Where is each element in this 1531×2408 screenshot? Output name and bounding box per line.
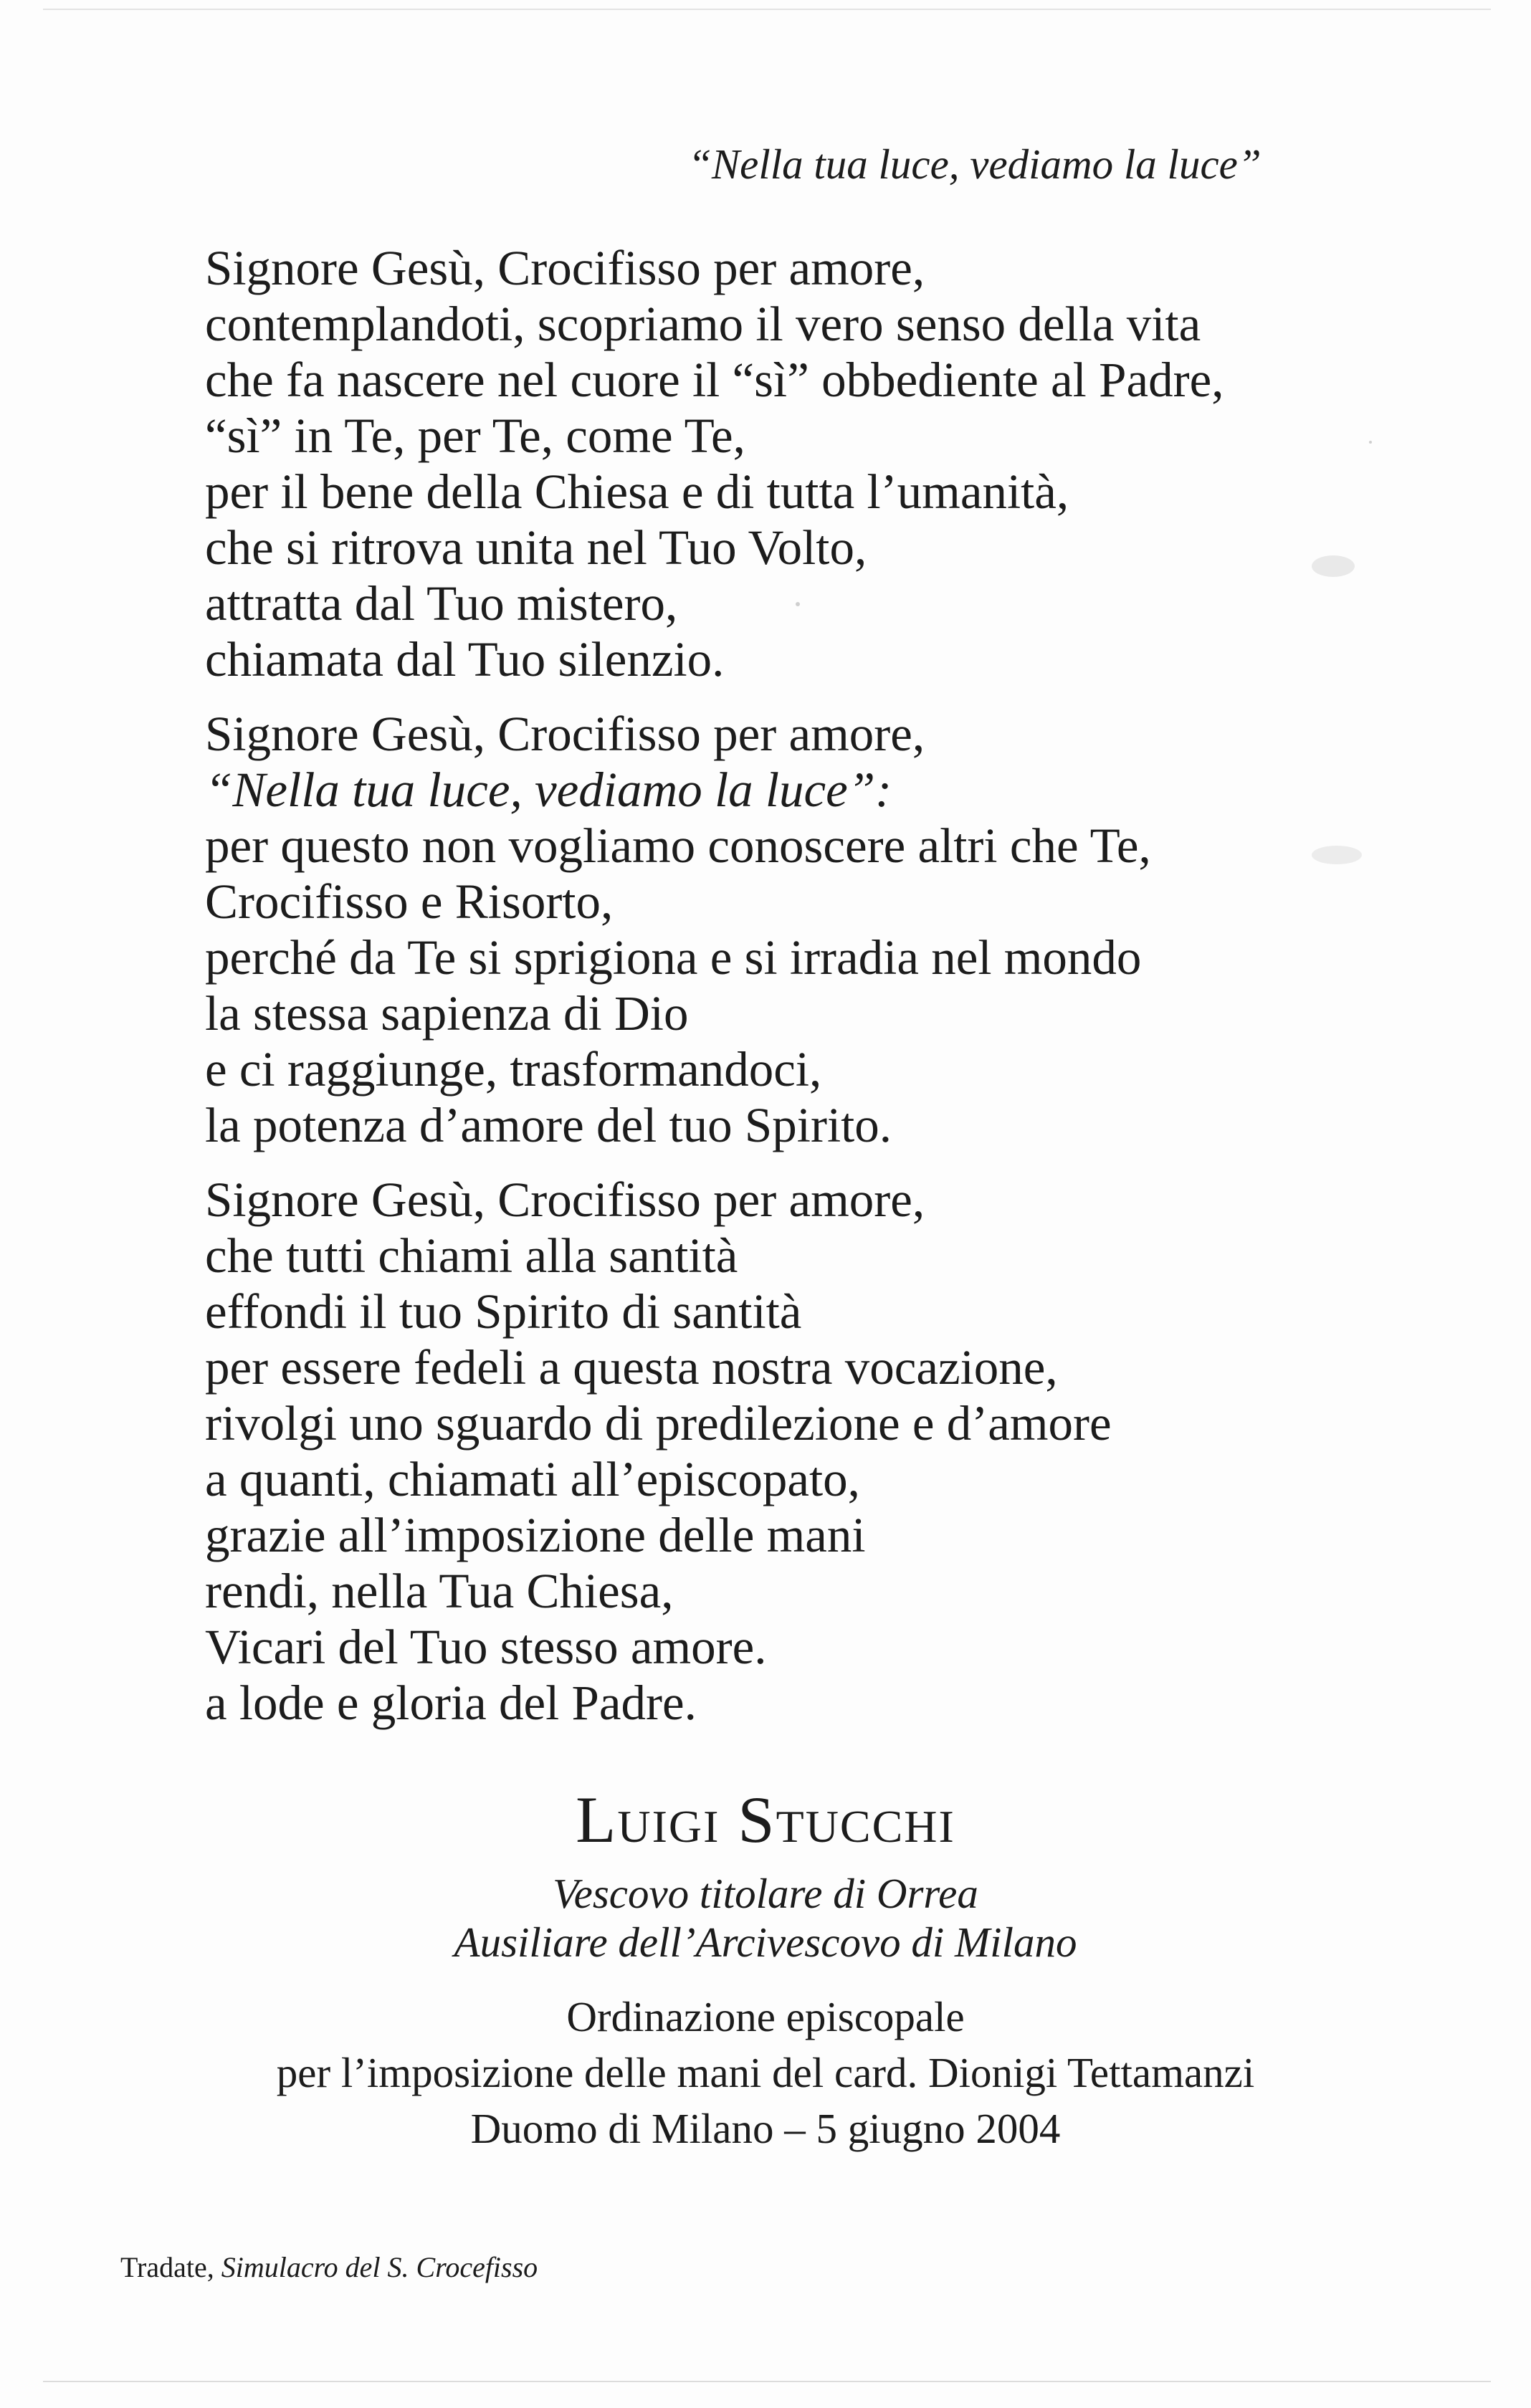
- author-title-2: Ausiliare dell’Arcivescovo di Milano: [454, 1919, 1077, 1966]
- event-line-2: per l’imposizione delle mani del card. Dionigi Tettamanzi: [276, 2049, 1255, 2096]
- stanza-line: Crocifisso e Risorto,: [205, 874, 614, 929]
- stanza-line: rendi, nella Tua Chiesa,: [205, 1564, 674, 1618]
- stanza-line: Signore Gesù, Crocifisso per amore,: [205, 1172, 925, 1227]
- card-top-edge: [43, 9, 1491, 10]
- caption-work: Simulacro del S. Crocefisso: [221, 2251, 538, 2283]
- stanza-line: Vicari del Tuo stesso amore.: [205, 1620, 767, 1674]
- stanza-line: a lode e gloria del Padre.: [205, 1676, 697, 1730]
- stanza-line: che si ritrova unita nel Tuo Volto,: [205, 520, 867, 575]
- event-line-3: Duomo di Milano – 5 giugno 2004: [470, 2105, 1061, 2152]
- stanza-2: [205, 706, 1495, 1153]
- stanza-line: perché da Te si sprigiona e si irradia nel mondo: [205, 930, 1142, 985]
- stanza-line: grazie all’imposizione delle mani: [205, 1508, 866, 1562]
- paper-speck: [1312, 555, 1355, 577]
- author-title-1: Vescovo titolare di Orrea: [553, 1870, 978, 1917]
- stanza-line: che fa nascere nel cuore il “sì” obbediente al Padre,: [205, 353, 1224, 407]
- stanza-line: Signore Gesù, Crocifisso per amore,: [205, 241, 925, 295]
- stanza-line: per il bene della Chiesa e di tutta l’umanità,: [205, 464, 1069, 519]
- stanza-line: attratta dal Tuo mistero,: [205, 576, 678, 631]
- paper-speck: [1312, 846, 1362, 864]
- stanza-line: la stessa sapienza di Dio: [205, 986, 689, 1041]
- ordination-event: [0, 1989, 1531, 2156]
- stanza-line: a quanti, chiamati all’episcopato,: [205, 1452, 860, 1506]
- stanza-line: effondi il tuo Spirito di santità: [205, 1284, 802, 1339]
- stanza-line: Signore Gesù, Crocifisso per amore,: [205, 707, 925, 761]
- stanza-line: contemplandoti, scopriamo il vero senso della vita: [205, 297, 1201, 351]
- stanza-line: chiamata dal Tuo silenzio.: [205, 632, 725, 687]
- stanza-line: “sì” in Te, per Te, come Te,: [205, 408, 745, 463]
- paper-speck: [796, 602, 800, 606]
- stanza-line: rivolgi uno sguardo di predilezione e d’amore: [205, 1396, 1112, 1451]
- stanza-line: che tutti chiami alla santità: [205, 1228, 738, 1283]
- author-name: Luigi Stucchi: [576, 1783, 955, 1856]
- stanza-1: [205, 240, 1495, 687]
- caption-place: Tradate,: [120, 2251, 214, 2283]
- stanza-line: la potenza d’amore del tuo Spirito.: [205, 1098, 892, 1152]
- epigraph-quote: “Nella tua luce, vediamo la luce”: [688, 140, 1261, 188]
- stanza-line: per questo non vogliamo conoscere altri che Te,: [205, 818, 1151, 873]
- paper-speck: [1369, 441, 1372, 444]
- event-line-1: Ordinazione episcopale: [566, 1993, 965, 2040]
- stanza-line: e ci raggiunge, trasformandoci,: [205, 1042, 822, 1096]
- image-caption: [120, 2250, 538, 2284]
- card-bottom-edge: [43, 2381, 1491, 2382]
- author-titles: [0, 1869, 1531, 1967]
- stanza-3: [205, 1172, 1495, 1731]
- stanza-line-quote: “Nella tua luce, vediamo la luce”:: [205, 763, 892, 817]
- stanza-line: per essere fedeli a questa nostra vocazione,: [205, 1340, 1058, 1395]
